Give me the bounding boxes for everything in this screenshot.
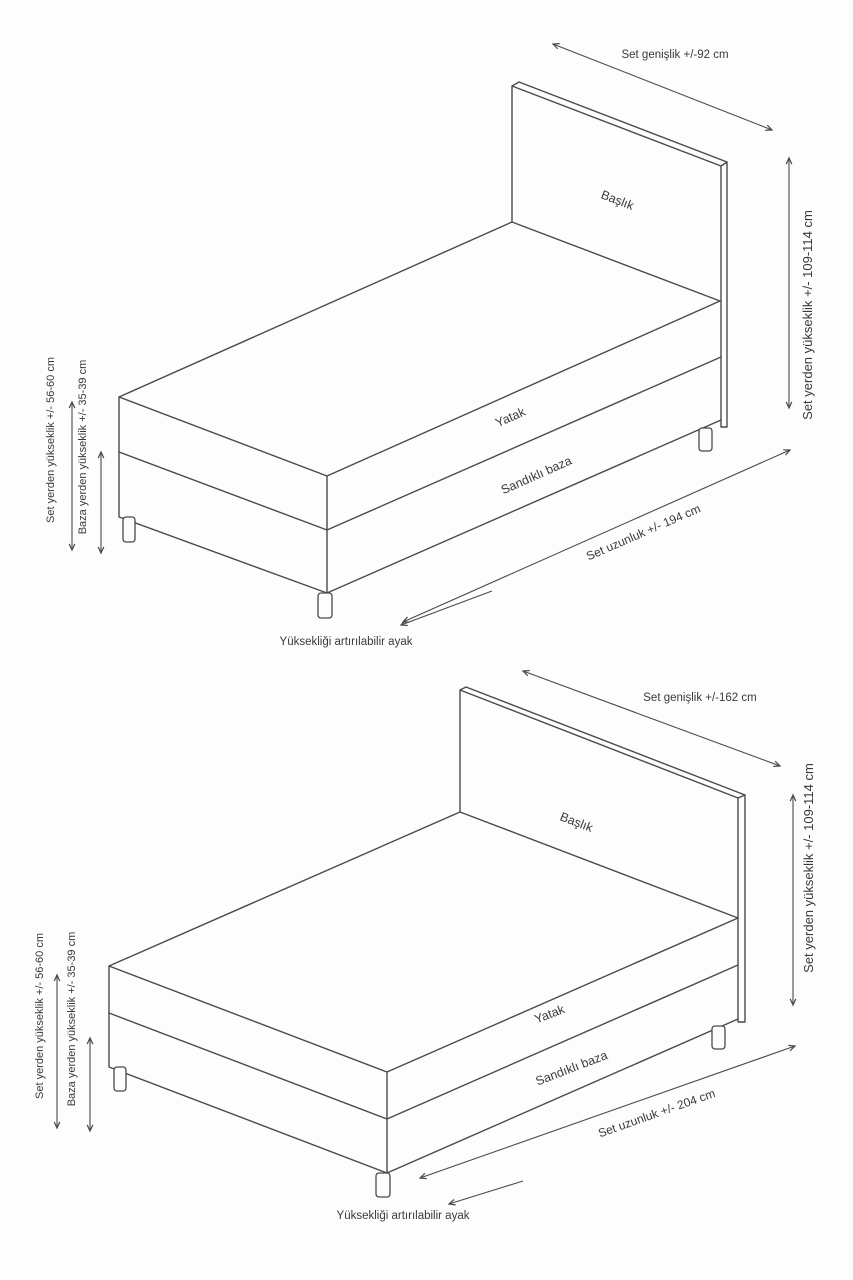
- mattress-outline: [119, 222, 721, 530]
- headboard-outline: [512, 82, 727, 427]
- adjustable-foot-leader-line: [449, 1181, 523, 1204]
- storage-base-label: Sandıklı baza: [533, 1048, 610, 1089]
- total-height-dimension-label: Set yerden yükseklik +/- 109-114 cm: [800, 210, 815, 420]
- bed-leg-front-right: [318, 593, 332, 618]
- double-bed-legs: [114, 1026, 725, 1197]
- adjustable-foot-leader-line: [401, 591, 492, 625]
- adjustable-foot-label: Yüksekliği artırılabilir ayak: [336, 1210, 470, 1222]
- length-dimension-line: [403, 450, 790, 622]
- bed-leg-front-left: [123, 517, 135, 542]
- base-height-dimension-label: Baza yerden yükseklik +/- 35-39 cm: [77, 359, 89, 535]
- length-dimension-line: [420, 1046, 795, 1178]
- double-bed-storage-base: [109, 1013, 738, 1173]
- bed-leg-rear-right: [699, 428, 712, 451]
- total-height-dimension-label: Set yerden yükseklik +/- 109-114 cm: [801, 763, 816, 973]
- double-bed-dimensions: [57, 671, 795, 1204]
- set-height-dimension-label: Set yerden yükseklik +/- 56-60 cm: [45, 357, 57, 523]
- storage-base-outline: [109, 1013, 738, 1173]
- adjustable-foot-label: Yüksekliği artırılabilir ayak: [279, 636, 413, 648]
- width-dimension-label: Set genişlik +/-162 cm: [643, 692, 757, 704]
- bed-leg-rear-right: [712, 1026, 725, 1049]
- bed-leg-front-left: [114, 1067, 126, 1091]
- single-bed-mattress: [119, 222, 721, 530]
- storage-base-outline: [119, 420, 721, 593]
- width-dimension-label: Set genişlik +/-92 cm: [621, 49, 729, 61]
- single-bed-storage-base: [119, 420, 721, 593]
- set-height-dimension-label: Set yerden yükseklik +/- 56-60 cm: [34, 933, 46, 1099]
- mattress-outline: [109, 809, 738, 1119]
- width-dimension-line: [523, 671, 780, 766]
- mattress-label: Yatak: [532, 1002, 567, 1027]
- base-height-dimension-label: Baza yerden yükseklik +/- 35-39 cm: [66, 931, 78, 1107]
- headboard-label: Başlık: [558, 809, 595, 835]
- length-dimension-label: Set uzunluk +/- 204 cm: [596, 1086, 718, 1141]
- double-bed-diagram: [34, 671, 816, 1222]
- length-dimension-label: Set uzunluk +/- 194 cm: [584, 501, 703, 564]
- bed-leg-front-right: [376, 1173, 390, 1197]
- single-bed-headboard: [512, 82, 727, 427]
- single-bed-dimensions: [72, 44, 790, 625]
- single-bed-legs: [123, 428, 712, 618]
- storage-base-label: Sandıklı baza: [498, 453, 574, 498]
- headboard-label: Başlık: [599, 187, 636, 213]
- single-bed-diagram: [45, 44, 815, 648]
- mattress-label: Yatak: [493, 404, 528, 431]
- double-bed-mattress: [109, 809, 738, 1119]
